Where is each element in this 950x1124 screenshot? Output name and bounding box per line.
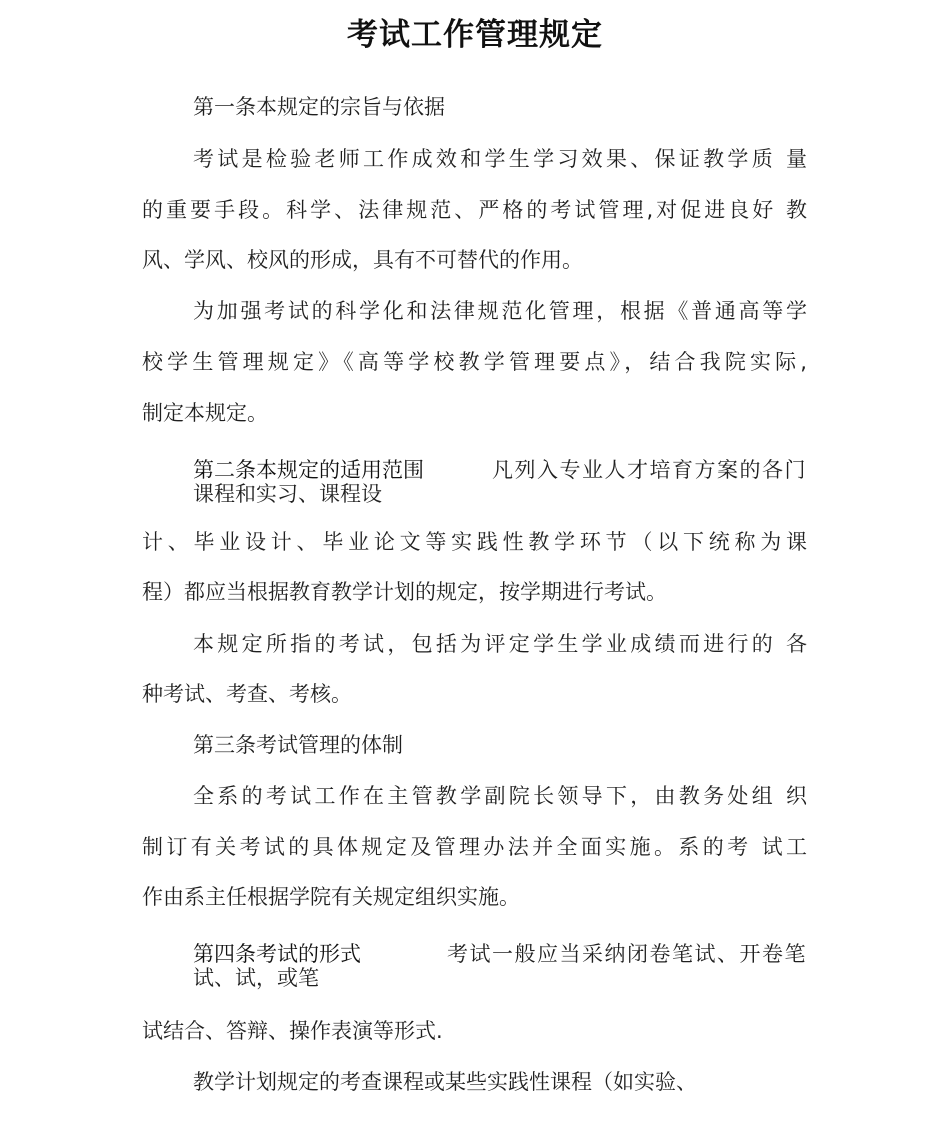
paragraph-line: 的重要手段。科学、法律规范、严格的考试管理,对促进良好 教 — [142, 198, 807, 222]
article-2-heading: 第二条本规定的适用范围 — [193, 458, 424, 482]
article-4-text: 考试一般应当采纳闭卷笔试、开卷笔 — [447, 942, 807, 966]
article-4-continuation: 试、试，或笔 — [193, 966, 319, 990]
article-3-heading: 第三条考试管理的体制 — [193, 733, 403, 757]
paragraph-line: 试结合、答辩、操作表演等形式. — [142, 1019, 443, 1043]
article-4-heading: 第四条考试的形式 — [193, 942, 361, 966]
document-title: 考试工作管理规定 — [347, 17, 603, 53]
article-2-text: 凡列入专业人才培育方案的各门 — [492, 458, 807, 482]
paragraph-line: 制订有关考试的具体规定及管理办法并全面实施。系的考 试工 — [142, 835, 807, 859]
article-2-block — [193, 456, 807, 508]
paragraph-line: 计、毕业设计、毕业论文等实践性教学环节（以下统称为课 — [142, 530, 807, 554]
paragraph-line: 本规定所指的考试，包括为评定学生学业成绩而进行的 各 — [193, 632, 807, 656]
paragraph-line: 制定本规定。 — [142, 401, 268, 425]
paragraph-line: 为加强考试的科学化和法律规范化管理，根据《普通高等学 — [193, 299, 807, 323]
paragraph-line: 校学生管理规定》《高等学校教学管理要点》，结合我院实际, — [142, 350, 807, 374]
paragraph-line: 作由系主任根据学院有关规定组织实施。 — [142, 885, 520, 909]
article-2-continuation: 课程和实习、课程设 — [193, 482, 382, 506]
paragraph-line: 教学计划规定的考查课程或某些实践性课程（如实验、 — [193, 1070, 697, 1094]
article-1-heading: 第一条本规定的宗旨与依据 — [193, 95, 445, 119]
paragraph-line: 全系的考试工作在主管教学副院长领导下，由教务处组 织 — [193, 784, 807, 808]
paragraph-line: 种考试、考查、考核。 — [142, 682, 352, 706]
paragraph-line: 程）都应当根据教育教学计划的规定，按学期进行考试。 — [142, 580, 667, 604]
paragraph-line: 风、学风、校风的形成，具有不可替代的作用。 — [142, 248, 583, 272]
article-4-block — [193, 940, 807, 992]
paragraph-line: 考试是检验老师工作成效和学生学习效果、保证教学质 量 — [193, 147, 807, 171]
